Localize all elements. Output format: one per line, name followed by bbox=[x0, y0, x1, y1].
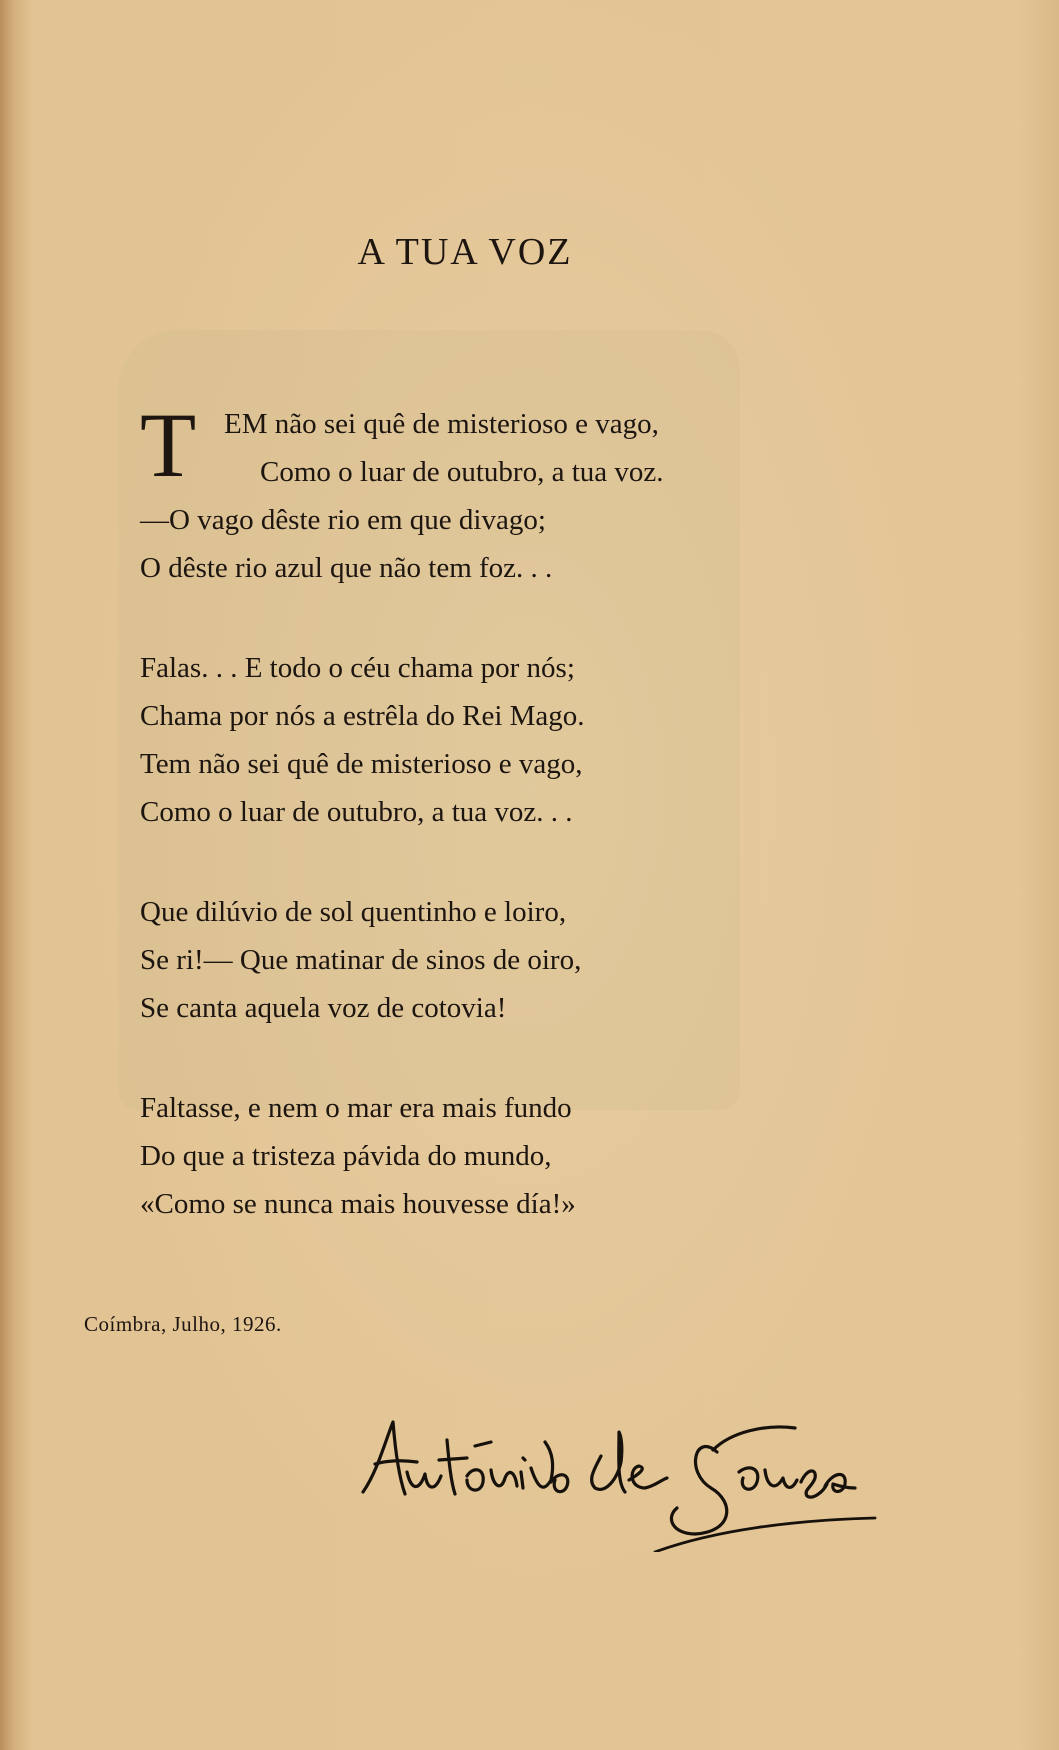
poem-line-text: EM não sei quê de misterioso e vago, bbox=[224, 408, 659, 440]
place-date: Coímbra, Julho, 1926. bbox=[84, 1312, 282, 1336]
poem-line: Falas. . . E todo o céu chama por nós; bbox=[140, 652, 575, 684]
signature bbox=[355, 1402, 895, 1557]
poem-title: A TUA VOZ bbox=[357, 231, 573, 273]
poem-line: Faltasse, e nem o mar era mais fundo bbox=[140, 1092, 572, 1124]
poem-line: Como o luar de outubro, a tua voz. bbox=[260, 456, 664, 488]
poem-line: Chama por nós a estrêla do Rei Mago. bbox=[140, 700, 585, 732]
poem-line: Como o luar de outubro, a tua voz. . . bbox=[140, 796, 573, 828]
drop-cap: T bbox=[140, 394, 197, 496]
signature-image bbox=[355, 1402, 895, 1552]
stanza-1 bbox=[140, 394, 840, 592]
poem-line: Se ri!— Que matinar de sinos de oiro, bbox=[140, 944, 582, 976]
poem-line: Tem não sei quê de misterioso e vago, bbox=[140, 748, 583, 780]
stanza-3 bbox=[140, 888, 840, 1032]
poem-line: «Como se nunca mais houvesse día!» bbox=[140, 1188, 576, 1220]
poem-line: Do que a tristeza pávida do mundo, bbox=[140, 1140, 552, 1172]
poem-line: —O vago dêste rio em que divago; bbox=[140, 504, 546, 536]
stanza-2 bbox=[140, 644, 840, 836]
poem-line: O dêste rio azul que não tem foz. . . bbox=[140, 552, 553, 584]
stanza-4 bbox=[140, 1084, 840, 1228]
poem-body bbox=[140, 394, 840, 1280]
poem-line: Se canta aquela voz de cotovia! bbox=[140, 992, 507, 1024]
poem-line: Que dilúvio de sol quentinho e loiro, bbox=[140, 896, 567, 928]
